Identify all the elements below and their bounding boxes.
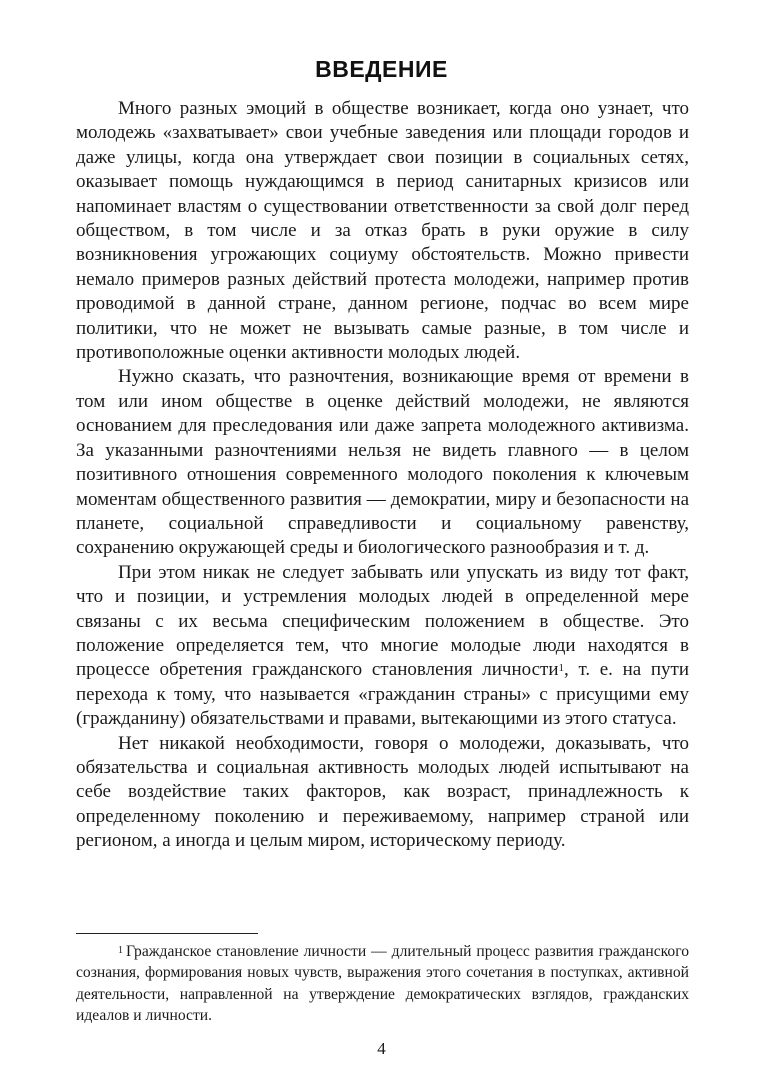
footnote-divider	[76, 933, 258, 934]
paragraph-4: Нет никакой необходимости, говоря о молодежи, доказывать, что обязательства и социальная активность молодых людей испытывают на себе воздействие таких факторов, как возраст, принадлежность к определенному поколению и переживаемому, например страной или регионом, а иногда и целым миром, историческому периоду.	[76, 732, 689, 852]
footnote-reference[interactable]: 1	[558, 662, 565, 675]
page-number: 4	[377, 1039, 386, 1058]
paragraph-2: Нужно сказать, что разночтения, возникающие время от времени в том или ином обществе в оценке действий молодежи, не являются основанием для преследования или даже запрета молодежного активизма. За указанными разночтениями нельзя не видеть главного — в целом позитивного отношения современного молодого поколения к ключевым моментам общественного развития — демократии, миру и безопасности на планете, социальной справедливости и социальному равенству, сохранению окружающей среды и биологического разнообразия и т. д.	[76, 366, 689, 559]
paragraph-1: Много разных эмоций в обществе возникает, когда оно узнает, что молодежь «захватывает» свои учебные заведения или площади городов и даже улицы, когда она утверждает свои позиции в социальных сетях, оказывает помощь нуждающимся в период санитарных кризисов или напоминает властям о существовании ответственности за свой долг перед обществом, в том числе и за отказ брать в руки оружие в силу возникновения угрожающих социуму обстоятельств. Можно привести немало примеров разных действий протеста молодежи, например против проводимой в данной стране, данном регионе, подчас во всем мире политики, что не может не вызывать самые разные, в том числе и противоположные оценки активности молодых людей.	[76, 98, 689, 364]
paragraph-3	[76, 561, 689, 732]
footnote-mark: 1	[118, 945, 123, 956]
body-text	[76, 97, 689, 854]
footnote-text: Гражданское становление личности — длительный процесс развития гражданского сознания, формирования новых чувств, выражения этого сочетания в поступках, активной деятельности, направленной на утверждение демократических взглядов, гражданских идеалов и личности.	[76, 943, 689, 1024]
paragraph-3-text-before: При этом никак не следует забывать или упускать из виду тот факт, что и позиции, и устремления молодых людей в определенной мере связаны с их весьма специфическим положением в обществе. Это положение определяется тем, что многие молодые люди находятся в процессе обретения гражданского становления личности	[76, 561, 689, 681]
paragraph-3-text-after: , т. е. на пути перехода к тому, что называется «гражданин страны» с присущими ему (гражданину) обязательствами и правами, вытекающими из этого статуса.	[76, 659, 689, 730]
page-title: ВВЕДЕНИЕ	[315, 56, 448, 82]
footnote	[76, 941, 689, 1026]
